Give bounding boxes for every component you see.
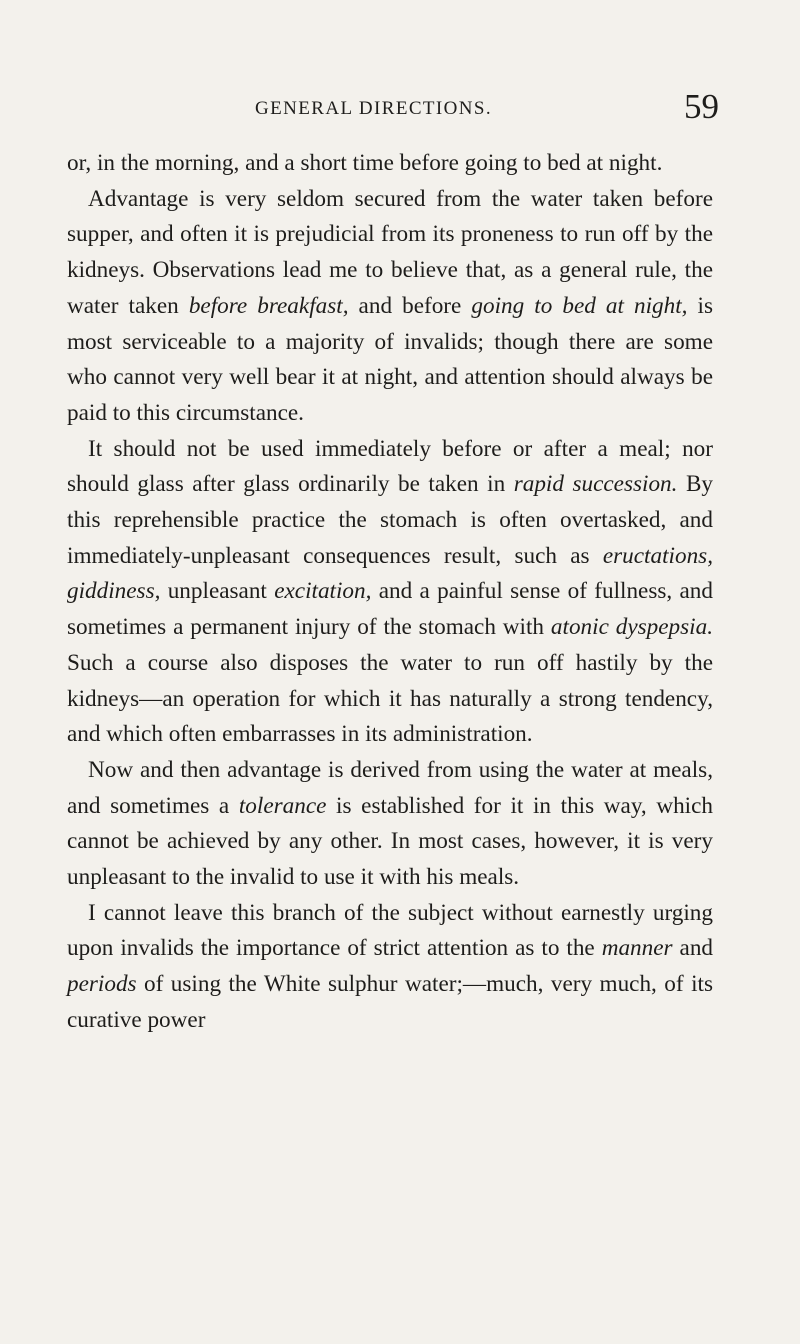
text-run: Such a course also disposes the water to run off hastily by the kidneys—an operation for which it has naturally a strong tendency, and which often embarrasses in its administration. xyxy=(67,649,713,748)
italic-phrase: excitation, xyxy=(274,578,372,605)
italic-phrase: before breakfast, xyxy=(188,292,349,319)
text-run: and before xyxy=(348,292,472,319)
text-run: is most serviceable to a majority of invalids; though there are some who cannot very well bear it at night, and attention should always be paid to this circumstance. xyxy=(67,292,713,426)
paragraph xyxy=(67,182,713,432)
running-head xyxy=(0,89,800,129)
italic-phrase: going to bed at night, xyxy=(471,292,688,319)
text-run: or, in the morning, and a short time before going to bed at night. xyxy=(67,150,663,176)
paragraph xyxy=(67,146,713,182)
italic-phrase: manner xyxy=(601,935,673,962)
text-run: Now and then advantage is derived from using the water at meals, and sometimes a xyxy=(67,756,713,819)
text-run: I cannot leave this branch of the subject without earnestly urging upon invalids the importance of strict attention as to the xyxy=(67,899,713,962)
text-run: It should not be used immediately before or after a meal; nor should glass after glass ordinarily be taken in xyxy=(67,435,713,498)
text-run: and a painful sense of fullness, and sometimes a permanent injury of the stomach with xyxy=(67,578,713,641)
text-run: is established for it in this way, which cannot be achieved by any other. In most cases, however, it is very unpleasant to the invalid to use it with his meals. xyxy=(67,792,713,891)
italic-phrase: rapid succession. xyxy=(513,471,678,498)
page-number: 59 xyxy=(684,87,719,126)
paragraph xyxy=(67,432,713,753)
paragraph xyxy=(67,896,713,1039)
italic-phrase: tolerance xyxy=(238,792,327,819)
italic-phrase: periods xyxy=(67,971,137,998)
body-text xyxy=(67,146,713,1039)
text-run: of using the White sulphur water;—much, very much, of its curative power xyxy=(67,971,713,1033)
text-run: By this reprehensible practice the stomach is often overtasked, and immediately-unpleasant consequences result, such as xyxy=(67,471,714,569)
text-run: Advantage is very seldom secured from the water taken before supper, and often it is prejudicial from its proneness to run off by the kidneys. Observations lead me to believe that, as a general rule, the water taken xyxy=(67,185,713,319)
paragraph xyxy=(67,753,713,896)
running-title: GENERAL DIRECTIONS. xyxy=(255,98,492,119)
italic-phrase: eructations, giddiness, xyxy=(67,542,713,605)
text-run: and xyxy=(672,935,714,962)
italic-phrase: atonic dyspepsia. xyxy=(550,614,714,641)
text-run: unpleasant xyxy=(160,578,275,605)
